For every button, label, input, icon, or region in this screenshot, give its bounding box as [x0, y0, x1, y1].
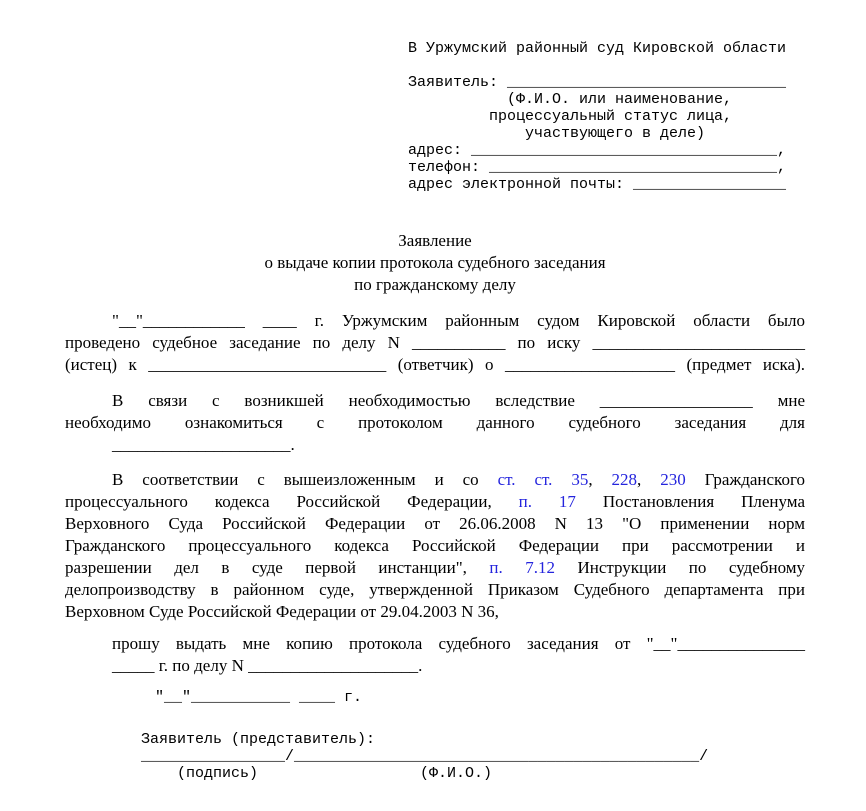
text-line: [65, 535, 805, 557]
text-line: [155, 689, 805, 706]
text-segment: В соответствии с вышеизложенным и со: [112, 470, 498, 489]
text-segment: Заявитель (представитель):: [141, 731, 376, 748]
text-segment: Гражданского процессуального кодекса Российской Федерации при рассмотрении и: [65, 536, 805, 555]
text-segment: ,: [637, 470, 661, 489]
text-segment: адрес электронной почты: _________________: [408, 176, 787, 193]
text-line: [141, 748, 805, 765]
text-line: [141, 731, 805, 748]
text-segment: В Уржумский районный суд Кировской области: [408, 40, 787, 57]
text-segment: телефон: ________________________________,: [408, 159, 787, 176]
paragraph-legal-basis: [65, 469, 805, 623]
legal-reference-link[interactable]: п. 17: [518, 492, 576, 511]
text-segment: Инструкции по судебному: [554, 558, 805, 577]
text-line: [65, 469, 805, 491]
text-segment: (Ф.И.О. или наименование,: [408, 91, 733, 108]
text-segment: о выдаче копии протокола судебного заседания: [264, 253, 606, 272]
legal-reference-link[interactable]: 230: [660, 470, 686, 489]
text-line: [65, 513, 805, 535]
text-line: [65, 579, 805, 601]
court-header-block: [408, 40, 805, 193]
text-line: [65, 601, 805, 623]
paragraph-hearing-info: [65, 310, 805, 376]
text-line: [408, 108, 805, 125]
text-segment: проведено судебное заседание по делу N ___________ по иску _________________________: [65, 333, 805, 352]
text-segment: [408, 57, 417, 74]
text-line: [65, 633, 805, 655]
text-segment: разрешении дел в суде первой инстанции",: [65, 558, 490, 577]
text-segment: ________________/_____________________________________________/: [141, 748, 709, 765]
text-line: [408, 91, 805, 108]
text-line: [65, 332, 805, 354]
text-segment: Верховного Суда Российской Федерации от 26.06.2008 N 13 "О применении норм: [65, 514, 805, 533]
text-line: [65, 230, 805, 252]
text-line: [408, 125, 805, 142]
text-segment: Верховном Суде Российской Федерации от 29.04.2003 N 36,: [65, 602, 499, 621]
document-title: [65, 230, 805, 296]
text-line: [65, 434, 805, 456]
text-segment: прошу выдать мне копию протокола судебного заседания от "__"_______________: [112, 634, 805, 653]
date-line: [155, 689, 805, 706]
text-segment: по гражданскому делу: [354, 275, 516, 294]
text-line: [65, 310, 805, 332]
text-line: [408, 57, 805, 74]
text-line: [408, 40, 805, 57]
text-line: [408, 142, 805, 159]
text-line: [65, 655, 805, 677]
text-line: [65, 390, 805, 412]
text-segment: адрес: __________________________________,: [408, 142, 787, 159]
document-content: [65, 0, 805, 782]
text-line: [65, 252, 805, 274]
text-segment: ,: [588, 470, 612, 489]
text-line: [65, 354, 805, 376]
text-line: [65, 557, 805, 579]
text-segment: "__"____________ ____ г. Уржумским районным судом Кировской области было: [112, 311, 805, 330]
paragraph-necessity: [65, 390, 805, 456]
text-segment: процессуального кодекса Российской Федерации,: [65, 492, 519, 511]
text-segment: процессуальный статус лица,: [408, 108, 733, 125]
text-segment: В связи с возникшей необходимостью вследствие __________________ мне: [112, 391, 805, 410]
text-segment: Заявление: [398, 231, 472, 250]
text-line: [408, 176, 805, 193]
text-segment: Заявитель: _______________________________: [408, 74, 787, 91]
text-line: [141, 765, 805, 782]
text-line: [65, 491, 805, 513]
text-segment: участвующего в деле): [408, 125, 706, 142]
legal-reference-link[interactable]: п. 7.12: [489, 558, 555, 577]
signature-block: [141, 731, 805, 782]
legal-reference-link[interactable]: 228: [611, 470, 638, 489]
text-line: [65, 412, 805, 434]
text-segment: необходимо ознакомиться с протоколом данного судебного заседания для: [65, 413, 805, 432]
text-segment: _____________________.: [112, 435, 295, 454]
text-segment: (подпись) (Ф.И.О.): [141, 765, 493, 782]
text-segment: Постановления Пленума: [575, 492, 805, 511]
legal-reference-link[interactable]: ст. ст. 35: [497, 470, 589, 489]
text-segment: _____ г. по делу N ____________________.: [112, 656, 423, 675]
paragraph-request: [65, 633, 805, 677]
text-segment: Гражданского: [685, 470, 805, 489]
text-line: [65, 274, 805, 296]
text-segment: (истец) к ____________________________ (ответчик) о ____________________ (предмет иска).: [65, 355, 805, 374]
text-line: [408, 159, 805, 176]
text-segment: делопроизводству в районном суде, утвержденной Приказом Судебного департамента при: [65, 580, 805, 599]
text-segment: "__"___________ ____ г.: [155, 689, 363, 706]
text-line: [408, 74, 805, 91]
